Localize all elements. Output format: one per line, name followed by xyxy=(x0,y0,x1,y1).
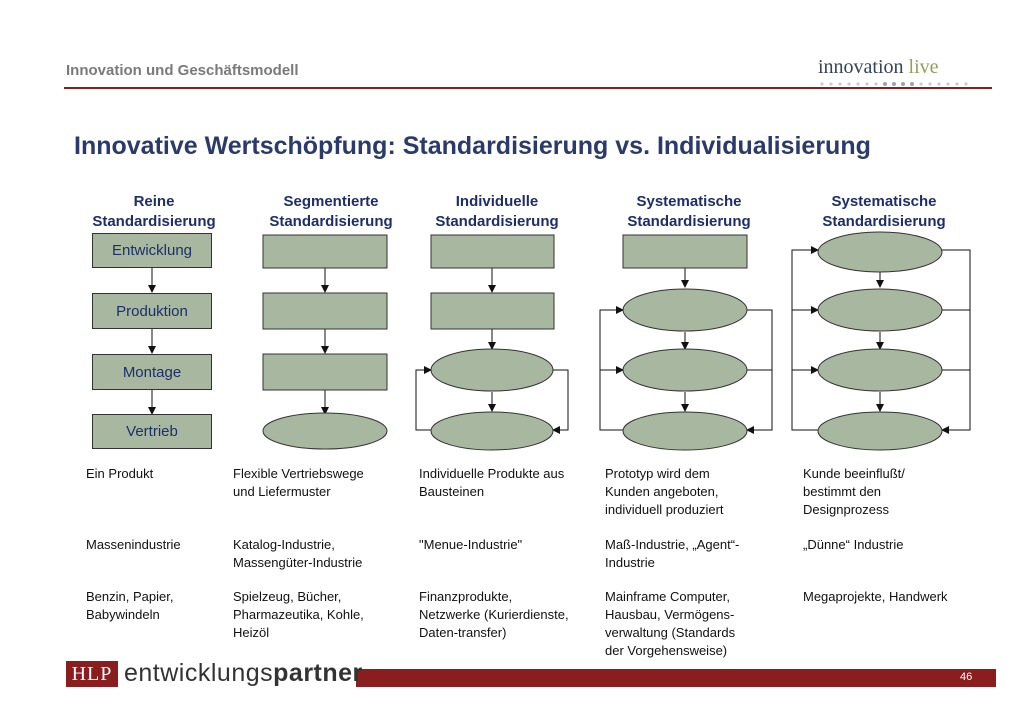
desc-line: Babywindeln xyxy=(86,607,160,622)
desc-line: der Vorgehensweise) xyxy=(605,643,728,658)
desc-line: Spielzeug, Bücher, xyxy=(233,589,342,604)
systematic-ellipse-7 xyxy=(818,412,942,450)
footer-brand xyxy=(124,659,363,688)
desc-line: Mainframe Computer, xyxy=(605,589,730,604)
desc-line: Maß-Industrie, „Agent“- xyxy=(605,537,740,552)
systematic-ellipse-1 xyxy=(623,289,747,331)
feedback-arrow-left xyxy=(416,370,431,430)
row1-col4 xyxy=(605,465,724,519)
stage-vertrieb: Vertrieb xyxy=(92,414,212,449)
row2-col2 xyxy=(233,536,362,572)
feedback-arrow-right xyxy=(942,250,970,430)
page-number: 46 xyxy=(960,671,973,683)
column-heading-line: Standardisierung xyxy=(435,213,559,230)
column-heading-line: Individuelle xyxy=(455,193,539,210)
segmented-box-2 xyxy=(263,293,387,329)
row2-col3 xyxy=(419,536,522,554)
footer-brand-bold: partner xyxy=(273,659,363,687)
logo-accent: live xyxy=(908,56,939,78)
row1-col3 xyxy=(419,465,564,501)
row1-col2 xyxy=(233,465,364,501)
desc-line: Hausbau, Vermögens- xyxy=(605,607,735,622)
row3-col2 xyxy=(233,588,364,642)
desc-line: "Menue-Industrie" xyxy=(419,537,523,552)
column-heading-line: Systematische xyxy=(831,193,937,210)
individual-box-1 xyxy=(431,235,554,268)
column-heading-line: Standardisierung xyxy=(627,213,751,230)
desc-line: Massengüter-Industrie xyxy=(233,555,363,570)
stage-montage: Montage xyxy=(92,354,212,390)
desc-line: Heizöl xyxy=(233,625,270,640)
row3-col4 xyxy=(605,588,735,660)
desc-line: Benzin, Papier, xyxy=(86,589,174,604)
desc-line: Industrie xyxy=(605,555,655,570)
desc-line: Individuelle Produkte aus xyxy=(419,466,565,481)
column-heading-line: Systematische xyxy=(636,193,742,210)
systematic-ellipse-4 xyxy=(818,232,942,272)
desc-line: Ein Produkt xyxy=(86,466,154,481)
desc-line: individuell produziert xyxy=(605,502,724,517)
systematic-ellipse-5 xyxy=(818,289,942,331)
desc-line: Megaprojekte, Handwerk xyxy=(803,589,948,604)
hlp-badge: HLP xyxy=(66,661,118,687)
individual-ellipse-2 xyxy=(431,412,553,450)
stage-produktion: Produktion xyxy=(92,293,212,329)
systematic-ellipse-3 xyxy=(623,412,747,450)
systematic-box-1 xyxy=(623,235,747,268)
column-heading-line: Standardisierung xyxy=(269,213,393,230)
segmented-ellipse xyxy=(263,413,387,449)
desc-line: Pharmazeutika, Kohle, xyxy=(233,607,364,622)
stage-entwicklung: Entwicklung xyxy=(92,233,212,268)
desc-line: „Dünne“ Industrie xyxy=(803,537,904,552)
column-heading-line: Standardisierung xyxy=(822,213,946,230)
desc-line: Flexible Vertriebswege xyxy=(233,466,364,481)
desc-line: Netzwerke (Kurierdienste, xyxy=(419,607,569,622)
desc-line: Kunden angeboten, xyxy=(605,484,719,499)
desc-line: bestimmt den xyxy=(803,484,882,499)
column-heading-line: Segmentierte xyxy=(283,193,379,210)
desc-line: Designprozess xyxy=(803,502,889,517)
desc-line: Finanzprodukte, xyxy=(419,589,513,604)
desc-line: Prototyp wird dem xyxy=(605,466,710,481)
column-heading-line: Reine xyxy=(133,193,175,210)
row3-col3 xyxy=(419,588,569,642)
feedback-arrow-left xyxy=(792,250,818,430)
desc-line: Kunde beeinflußt/ xyxy=(803,466,905,481)
systematic-ellipse-2 xyxy=(623,349,747,391)
page-title: Innovative Wertschöpfung: Standardisierung vs. Individualisierung xyxy=(74,132,871,160)
individual-ellipse-1 xyxy=(431,349,553,391)
feedback-arrow-right xyxy=(553,370,568,430)
desc-line: verwaltung (Standards xyxy=(605,625,736,640)
desc-line: und Liefermuster xyxy=(233,484,331,499)
systematic-ellipse-6 xyxy=(818,349,942,391)
row3-col5 xyxy=(803,588,948,606)
row2-col5 xyxy=(803,536,903,554)
row1-col1 xyxy=(86,465,153,483)
row2-col4 xyxy=(605,536,739,572)
segmented-box-1 xyxy=(263,235,387,268)
row1-col5 xyxy=(803,465,905,519)
desc-line: Massenindustrie xyxy=(86,537,181,552)
column-heading-line: Standardisierung xyxy=(92,213,216,230)
footer-brand-plain: entwicklungs xyxy=(124,659,274,687)
logo-brand: innovation xyxy=(818,56,904,78)
row3-col1 xyxy=(86,588,173,624)
desc-line: Bausteinen xyxy=(419,484,485,499)
desc-line: Daten-transfer) xyxy=(419,625,507,640)
segmented-box-3 xyxy=(263,354,387,390)
header-title: Innovation und Geschäftsmodell xyxy=(66,62,299,79)
row2-col1 xyxy=(86,536,181,554)
desc-line: Katalog-Industrie, xyxy=(233,537,335,552)
individual-box-2 xyxy=(431,293,554,329)
